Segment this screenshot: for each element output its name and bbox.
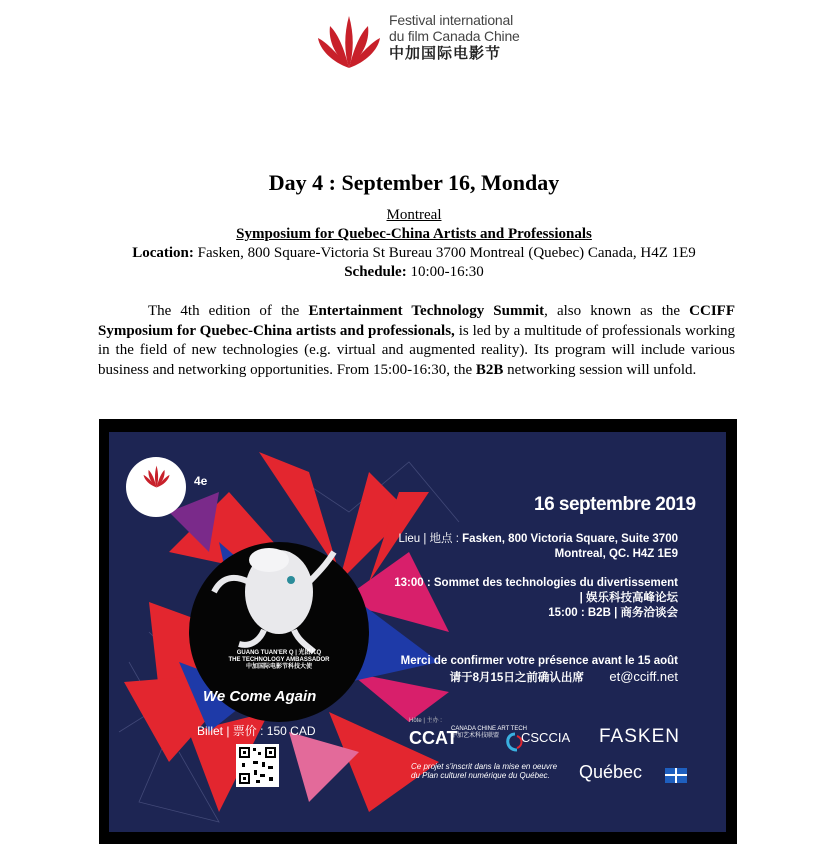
poster-date: 16 septembre 2019 [534, 494, 696, 515]
ccat-subtitle [451, 726, 527, 740]
ccat-sub-line1: CANADA CHINE ART TECH [451, 726, 528, 732]
poster-slogan: We Come Again [203, 688, 317, 705]
ccat-sub-line2: 中加艺术科技联盟 [451, 733, 500, 739]
schedule [0, 263, 828, 282]
poster-lieu-line2: Montreal, QC. H4Z 1E9 [554, 548, 678, 560]
poster-sched-line1: 13:00 : Sommet des technologies du divertissement [394, 577, 678, 589]
character-line2: THE TECHNOLOGY AMBASSADOR [228, 657, 330, 663]
logo-line-2: du film Canada Chine [389, 28, 520, 44]
character-line3: 中加国际电影节科技大使 [245, 664, 312, 670]
poster-lieu-line1: Fasken, 800 Victoria Square, Suite 3700 [458, 533, 678, 545]
para-bold-3: B2B [475, 361, 504, 378]
quebec-logo: Québec [579, 762, 643, 782]
location-value: Fasken, 800 Square-Victoria St Bureau 3700 Montreal (Quebec) Canada, H4Z 1E9 [193, 245, 696, 261]
ccat-logo: CCAT [409, 728, 458, 748]
para-text-4: networking session will unfold. [503, 361, 697, 378]
para-bold-1: Entertainment Technology Summit [308, 303, 545, 319]
para-text-2: , also known as the [544, 303, 690, 319]
description-paragraph [98, 302, 735, 380]
poster-inner [109, 432, 726, 832]
para-text-1: The 4th edition of the [148, 303, 309, 319]
logo-text [389, 12, 520, 64]
poster-sched-line2: | 娱乐科技高峰论坛 [579, 592, 678, 604]
character-caption [204, 650, 354, 671]
schedule-value: 10:00-16:30 [406, 264, 484, 280]
logo-line-3: 中加国际电影节 [389, 45, 502, 62]
quebec-note [411, 762, 557, 780]
poster-organisers-label: Hôte | 主办 : [409, 718, 442, 724]
poster-lieu-label: Lieu | 地点 : [398, 533, 459, 545]
poster-confirm [401, 654, 678, 686]
para-text-3: is led by a multitude of professionals working in the field of new technologies (e.g. virtual and augmented reality). Its program will include various business and networking opportunities. From 15:00-16:30, the [98, 322, 735, 378]
festival-logo-icon [312, 12, 387, 70]
para-bold-2: CCIFF Symposium for Quebec-China artists and professionals, [98, 303, 735, 339]
sponsor-row [409, 722, 699, 752]
poster-email: et@cciff.net [609, 669, 678, 684]
location-label: Location: [132, 245, 194, 261]
poster-edition: 4e [194, 474, 208, 488]
poster-confirm-line1: Merci de confirmer votre présence avant le 15 août [400, 655, 678, 667]
csccia-logo: CSCCIA [521, 730, 571, 745]
location [0, 244, 828, 263]
qr-code-icon [236, 744, 279, 787]
city: Montreal [386, 207, 442, 223]
symposium-title: Symposium for Quebec-China Artists and Professionals [236, 226, 592, 242]
character-line1: GUANG TUAN'ER Q | 光团儿Q [236, 650, 322, 656]
quebec-note-line2: du Plan culturel numérique du Québec. [411, 771, 550, 780]
poster-location [398, 532, 678, 562]
event-poster [99, 419, 737, 844]
quebec-note-line1: Ce projet s'inscrit dans la mise en oeuvre [411, 762, 558, 771]
poster-confirm-line2: 请于8月15日之前确认出席 [449, 672, 584, 684]
poster-ticket: Billet | 票价 : 150 CAD [197, 724, 316, 738]
fasken-logo: FASKEN [599, 726, 680, 747]
festival-logo [312, 10, 532, 70]
poster-sched-line3: 15:00 : B2B | 商务洽谈会 [548, 607, 678, 619]
qr-code [236, 744, 279, 787]
poster-schedule [394, 576, 678, 621]
schedule-label: Schedule: [344, 264, 407, 280]
logo-line-1: Festival international [389, 12, 513, 28]
day-title: Day 4 : September 16, Monday [268, 170, 560, 195]
